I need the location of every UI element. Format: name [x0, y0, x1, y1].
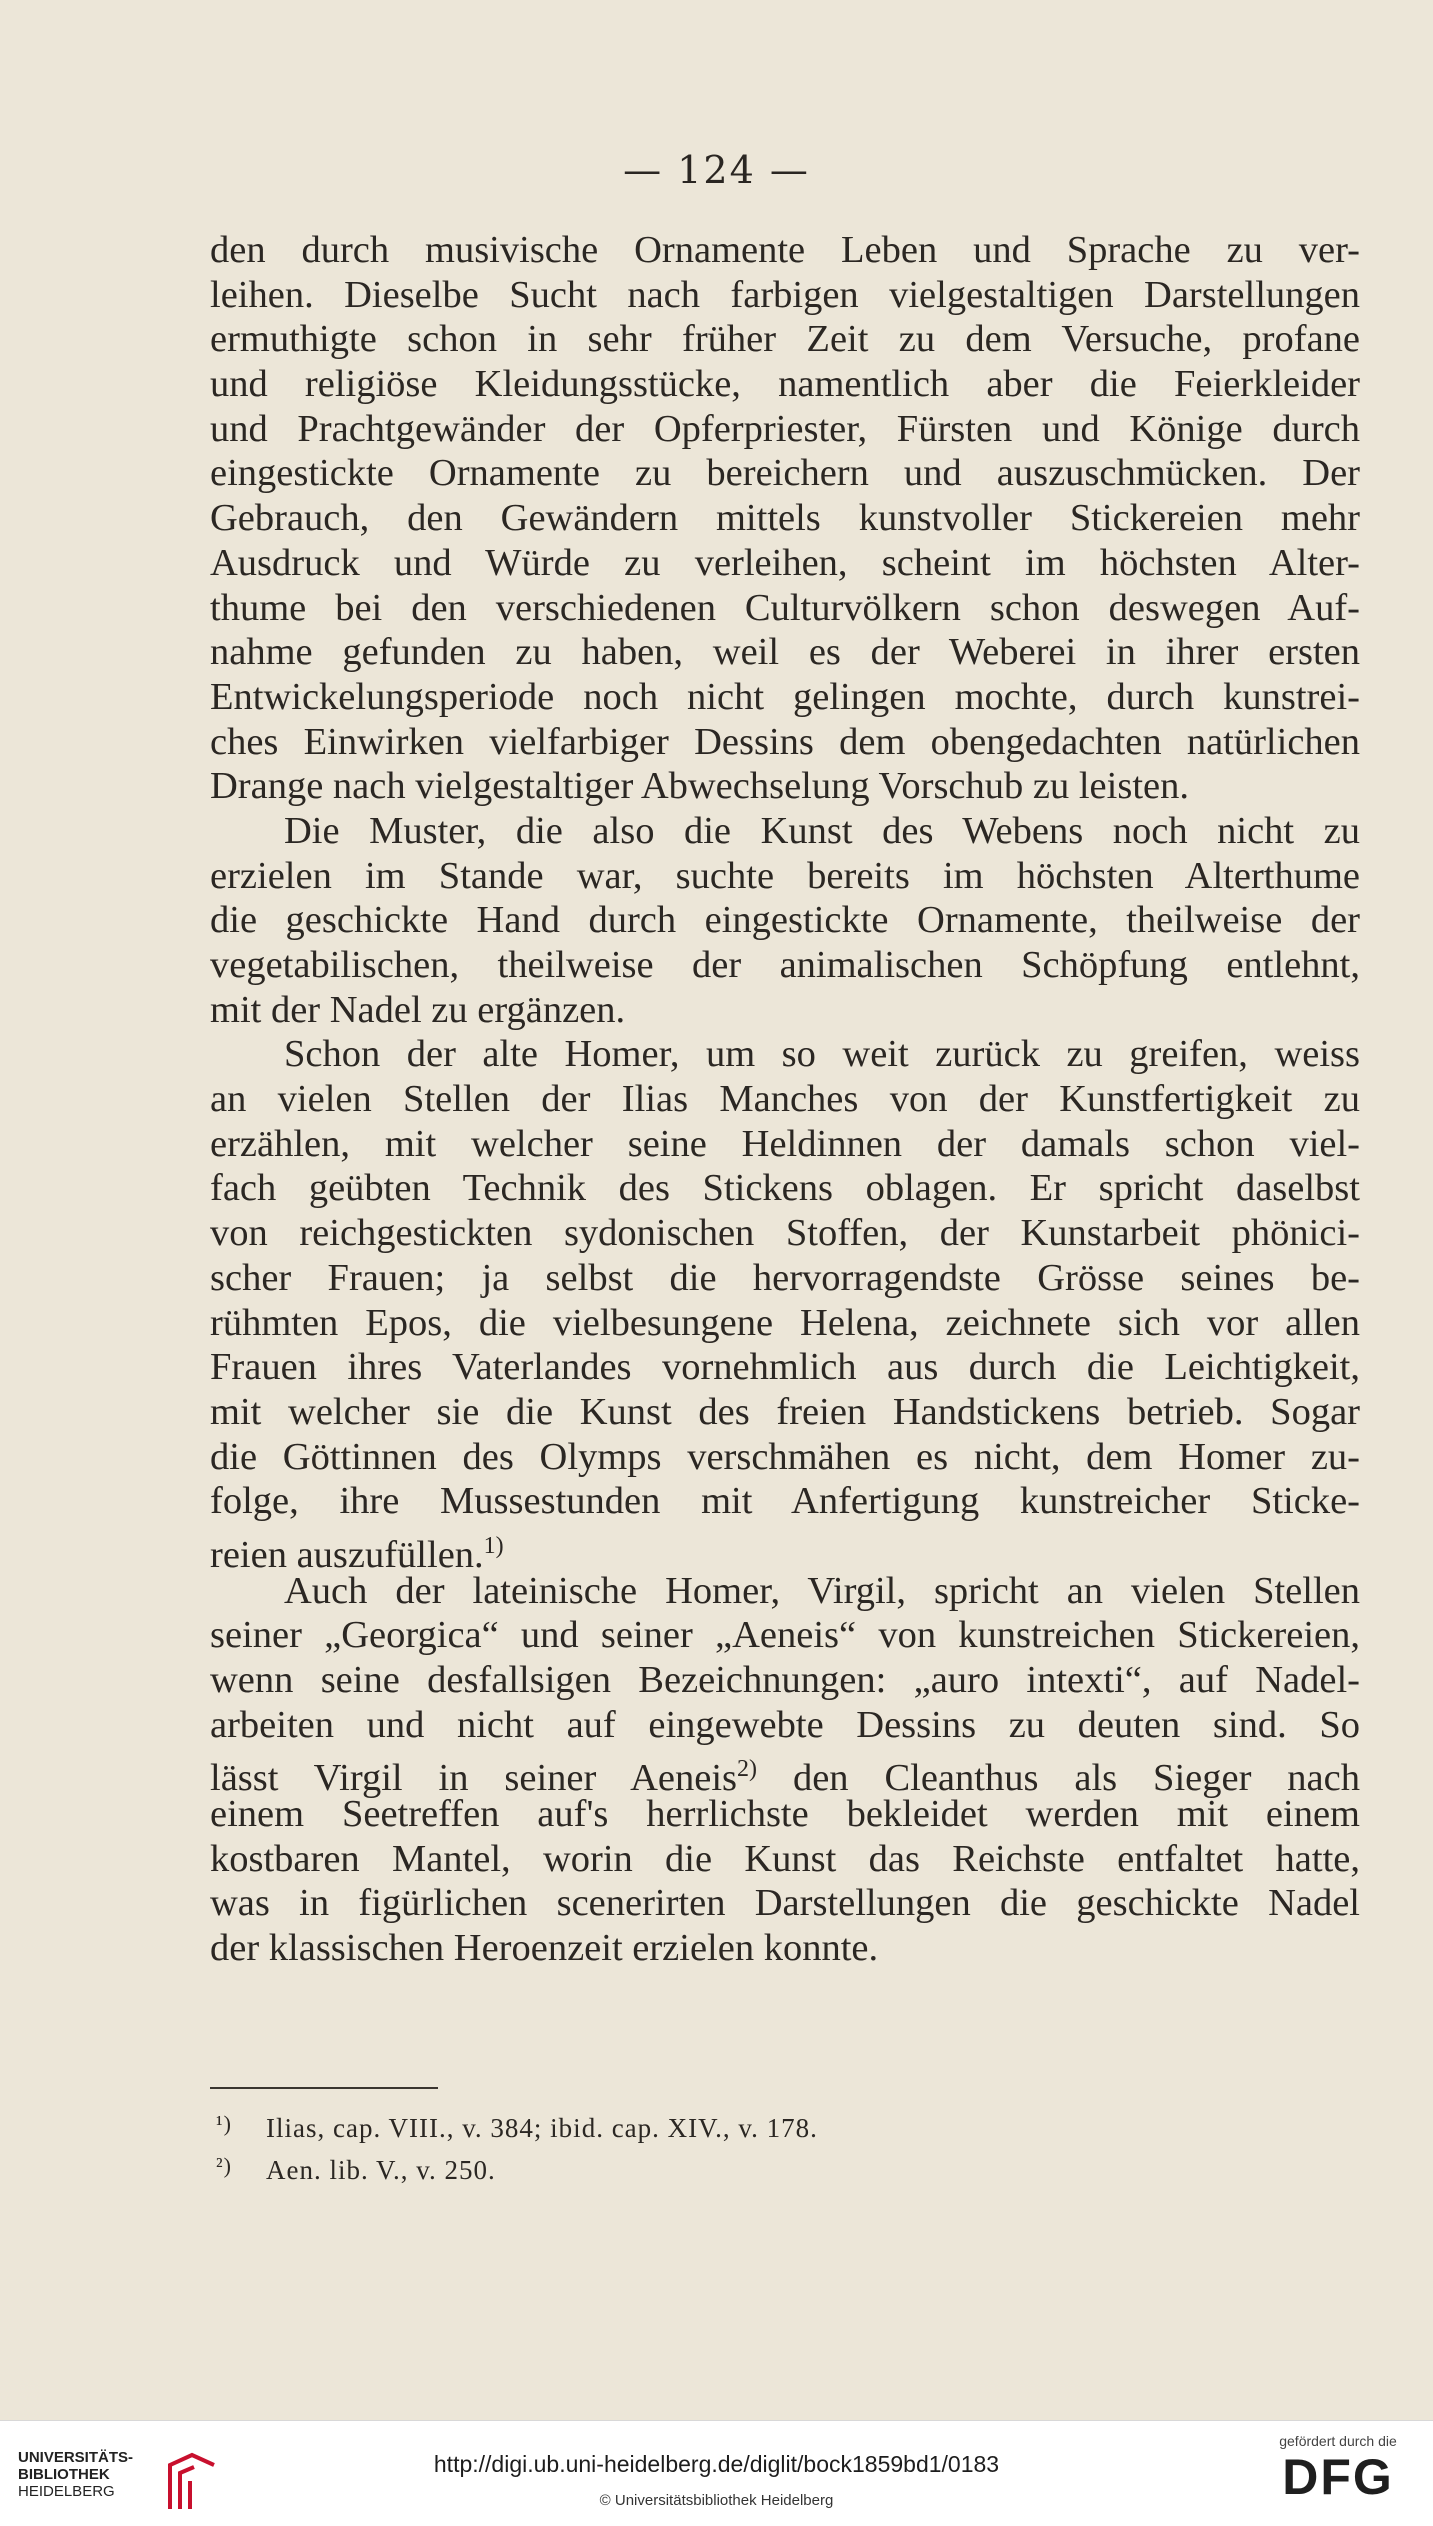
- footnotes: [216, 2105, 1116, 2189]
- text-line: den durch musivische Ornamente Leben und Sprache zu ver-: [210, 229, 1360, 271]
- text-line: erzählen, mit welcher seine Heldinnen der damals schon viel-: [210, 1122, 1360, 1165]
- text-line: arbeiten und nicht auf eingewebte Dessins zu deuten sind. So: [210, 1703, 1360, 1746]
- text-line: nahme gefunden zu haben, weil es der Weberei in ihrer ersten: [210, 631, 1360, 674]
- text-line: einem Seetreffen auf's herrlichste bekleidet werden mit einem: [210, 1793, 1360, 1836]
- text-line: kostbaren Mantel, worin die Kunst das Reichste entfaltet hatte,: [210, 1837, 1360, 1880]
- text-line: leihen. Dieselbe Sucht nach farbigen vielgestaltigen Darstellungen: [210, 273, 1360, 316]
- text-line: Entwickelungsperiode noch nicht gelingen mochte, durch kunstrei-: [210, 675, 1360, 718]
- text-line: ermuthigte schon in sehr früher Zeit zu dem Versuche, profane: [210, 318, 1360, 361]
- text-line: die Göttinnen des Olymps verschmähen es nicht, dem Homer zu-: [210, 1435, 1360, 1478]
- library-name-line2: BIBLIOTHEK: [18, 2466, 110, 2483]
- text-line: Schon der alte Homer, um so weit zurück zu greifen, weiss: [284, 1033, 1360, 1076]
- library-name-line3: HEIDELBERG: [18, 2483, 115, 2500]
- text-line: von reichgestickten sydonischen Stoffen, der Kunstarbeit phönici-: [210, 1212, 1360, 1255]
- text-line: wenn seine desfallsigen Bezeichnungen: „auro intexti“, auf Nadel-: [210, 1659, 1360, 1701]
- library-name-line1: UNIVERSITÄTS-: [18, 2449, 134, 2466]
- footnote: [216, 2147, 1116, 2189]
- footnote-reference: 2): [737, 1756, 758, 1783]
- permalink-url[interactable]: http://digi.ub.uni-heidelberg.de/diglit/bock1859bd1/0183: [433, 2451, 1000, 2477]
- text-line: die geschickte Hand durch eingestickte Ornamente, theilweise der: [210, 899, 1360, 942]
- text-line: an vielen Stellen der Ilias Manches von der Kunstfertigkeit zu: [210, 1078, 1360, 1121]
- text-line: seiner „Georgica“ und seiner „Aeneis“ von kunstreichen Stickereien,: [210, 1614, 1360, 1657]
- page-number: — 124 —: [623, 148, 810, 192]
- footnote-text: Ilias, cap. VIII., v. 384; ibid. cap. XIV., v. 178.: [266, 2113, 818, 2143]
- text-line: ches Einwirken vielfarbiger Dessins dem obengedachten natürlichen: [210, 720, 1360, 763]
- text-line: Frauen ihres Vaterlandes vornehmlich aus durch die Leichtigkeit,: [210, 1346, 1360, 1389]
- text-line: fach geübten Technik des Stickens oblagen. Er spricht daselbst: [210, 1167, 1360, 1210]
- text-line: mit welcher sie die Kunst des freien Handstickens betrieb. Sogar: [210, 1390, 1360, 1433]
- text-line: mit der Nadel zu ergänzen.: [210, 988, 626, 1031]
- footnote-mark: ²): [216, 2153, 232, 2178]
- text-line: Gebrauch, den Gewändern mittels kunstvoller Stickereien mehr: [210, 497, 1360, 540]
- footnote-reference: 1): [483, 1532, 504, 1559]
- text-line: reien auszufüllen.$^{1)}$: [210, 1532, 504, 1576]
- text-line: thume bei den verschiedenen Culturvölkern schon deswegen Auf-: [210, 586, 1360, 629]
- text-line: folge, ihre Mussestunden mit Anfertigung kunstreicher Sticke-: [210, 1480, 1360, 1523]
- copyright-notice: © Universitätsbibliothek Heidelberg: [599, 2492, 834, 2509]
- footnote-rule: [210, 2087, 438, 2089]
- text-line: lässt Virgil in seiner Aeneis$^{2)}$ den Cleanthus als Sieger nach: [210, 1756, 1360, 1800]
- text-line: und Prachtgewänder der Opferpriester, Fürsten und Könige durch: [210, 407, 1360, 450]
- text-line: und religiöse Kleidungsstücke, namentlich aber die Feierkleider: [210, 363, 1360, 406]
- text-line: erzielen im Stande war, suchte bereits im höchsten Alterthume: [210, 854, 1360, 897]
- text-line: eingestickte Ornamente zu bereichern und auszuschmücken. Der: [210, 452, 1360, 495]
- footnote-text: Aen. lib. V., v. 250.: [266, 2155, 496, 2185]
- body-text: [210, 228, 1360, 1971]
- funded-by-label: gefördert durch die: [1279, 2433, 1397, 2449]
- text-line: Auch der lateinische Homer, Virgil, spricht an vielen Stellen: [284, 1569, 1360, 1612]
- text-line: Drange nach vielgestaltiger Abwechselung Vorschub zu leisten.: [210, 765, 1189, 808]
- dfg-logo[interactable]: [1263, 2433, 1413, 2519]
- text-line: was in figürlichen scenerirten Darstellungen die geschickte Nadel: [210, 1882, 1360, 1925]
- text-line: Die Muster, die also die Kunst des Webens noch nicht zu: [284, 809, 1360, 852]
- text-line: scher Frauen; ja selbst die hervorragendste Grösse seines be-: [210, 1256, 1360, 1299]
- text-line: vegetabilischen, theilweise der animalischen Schöpfung entlehnt,: [210, 944, 1360, 986]
- footer-bar: [0, 2420, 1433, 2526]
- dfg-wordmark: DFG: [1282, 2449, 1394, 2505]
- text-line: Ausdruck und Würde zu verleihen, scheint im höchsten Alter-: [210, 541, 1360, 584]
- footnote-mark: ¹): [216, 2111, 232, 2136]
- text-line: rühmten Epos, die vielbesungene Helena, zeichnete sich vor allen: [210, 1301, 1360, 1344]
- footnote: [216, 2105, 1116, 2147]
- text-line: der klassischen Heroenzeit erzielen konnte.: [210, 1927, 879, 1970]
